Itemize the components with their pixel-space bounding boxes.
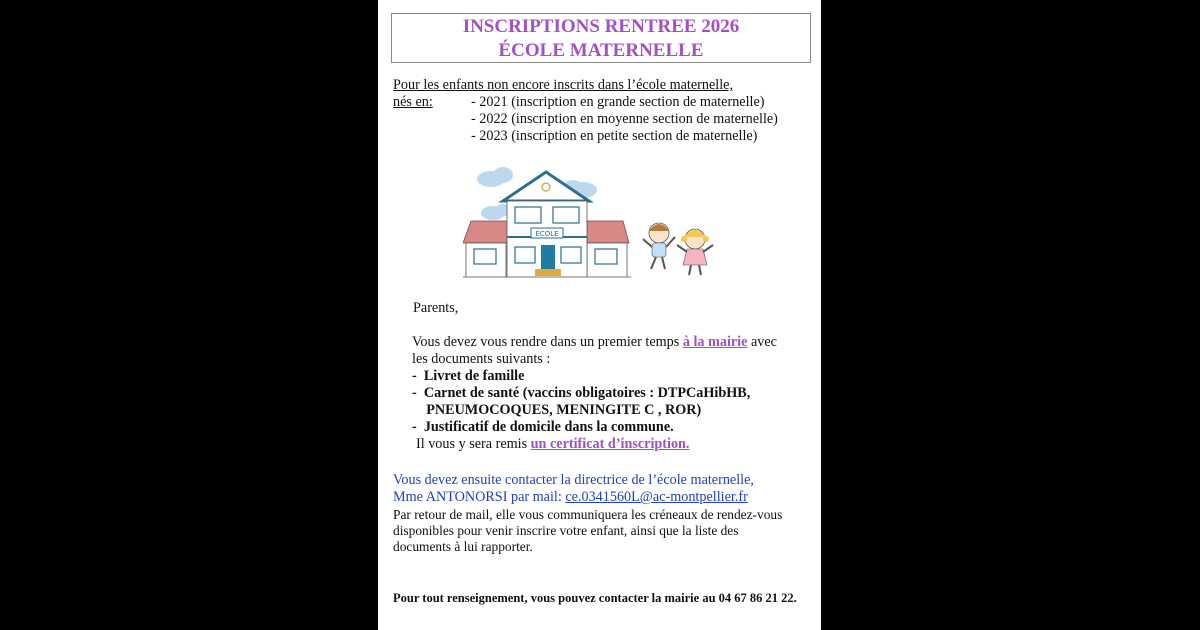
doc-item: PNEUMOCOQUES, MENINGITE C , ROR) xyxy=(412,402,702,418)
contact-line-2-pre: Mme ANTONORSI par mail: xyxy=(393,489,566,505)
document-page xyxy=(378,0,821,630)
title-line-1: INSCRIPTIONS RENTREE 2026 xyxy=(462,16,740,37)
mairie-link[interactable]: à la mairie xyxy=(682,334,748,350)
reply-line: disponibles pour venir inscrire votre enfant, ainsi que la liste des xyxy=(393,523,739,538)
child-boy xyxy=(643,223,675,269)
certificate-line xyxy=(416,436,689,453)
right-roof xyxy=(587,221,629,243)
school-illustration xyxy=(463,165,723,285)
reply-line: documents à lui rapporter. xyxy=(393,539,533,554)
parents-line-1-post: avec xyxy=(747,334,777,350)
child-girl xyxy=(677,229,713,275)
parents-greeting: Parents, xyxy=(413,300,459,316)
born-label: nés en: xyxy=(393,94,433,110)
year-item: - 2021 (inscription en grande section de maternelle) xyxy=(471,94,765,110)
doc-item: - Justificatif de domicile dans la commune. xyxy=(412,419,674,435)
roof-bell xyxy=(542,183,550,191)
left-roof xyxy=(463,221,507,243)
certificate-pre: Il vous y sera remis xyxy=(416,436,531,452)
intro-line-1: Pour les enfants non encore inscrits dans l’école maternelle, xyxy=(393,77,733,93)
doc-item: - Carnet de santé (vaccins obligatoires : DTPCaHibHB, xyxy=(412,385,751,401)
contact-line-2 xyxy=(393,489,748,506)
title-line-2: ÉCOLE MATERNELLE xyxy=(498,40,704,61)
years-list xyxy=(471,94,778,145)
footer-contact: Pour tout renseignement, vous pouvez contacter la mairie au 04 67 86 21 22. xyxy=(393,591,797,605)
contact-line-1: Vous devez ensuite contacter la directrice de l’école maternelle, xyxy=(393,472,754,488)
certificate-link[interactable]: un certificat d’inscription. xyxy=(530,436,690,452)
reply-line: Par retour de mail, elle vous communiquera les créneaux de rendez-vous xyxy=(393,507,783,522)
parents-line-1 xyxy=(412,334,777,351)
title-box xyxy=(391,13,811,63)
year-item: - 2022 (inscription en moyenne section de maternelle) xyxy=(471,111,778,127)
school-steps xyxy=(535,269,561,276)
email-link[interactable]: ce.0341560L@ac-montpellier.fr xyxy=(565,489,748,505)
school-sign-text: ÉCOLE xyxy=(535,230,559,238)
year-item: - 2023 (inscription en petite section de maternelle) xyxy=(471,128,758,144)
doc-item: - Livret de famille xyxy=(412,368,525,384)
parents-line-1-pre: Vous devez vous rendre dans un premier temps xyxy=(412,334,683,350)
parents-line-2: les documents suivants : xyxy=(412,351,551,367)
school-door xyxy=(541,245,555,269)
